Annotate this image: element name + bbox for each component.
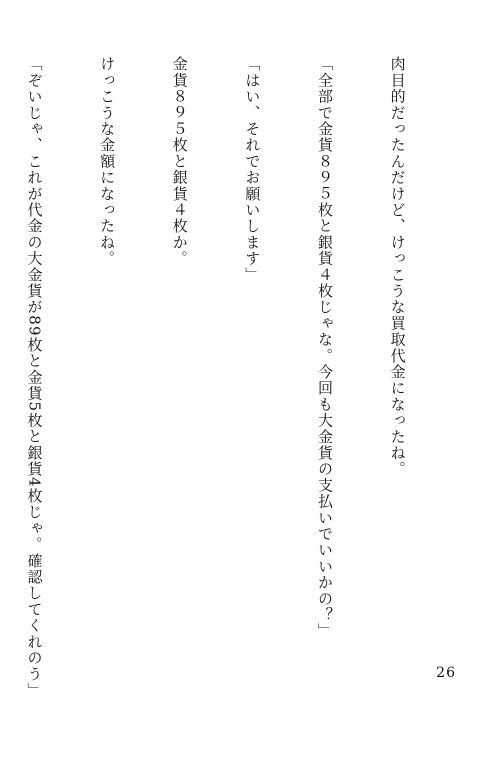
text-line: 肉目的だったんだけど、けっこうな買取代金になったね。 xyxy=(388,56,407,478)
text-line: 「ぞいじゃ、これが代金の大金貨が89枚と金貨5枚と銀貨4枚じゃ。確認してくれのう」 xyxy=(25,56,44,699)
text-line: 「全部で金貨８９５枚と銀貨４枚じゃな。今回も大金貨の支払いでいいかの？」 xyxy=(315,56,334,640)
text-line: 「はい、それでお願いします」 xyxy=(243,56,262,283)
text-line: けっこうな金額になったね。 xyxy=(98,56,117,267)
body-text xyxy=(0,56,458,699)
text-line: 金貨８９５枚と銀貨４枚か。 xyxy=(170,56,189,267)
page-number: 26 xyxy=(436,665,456,681)
